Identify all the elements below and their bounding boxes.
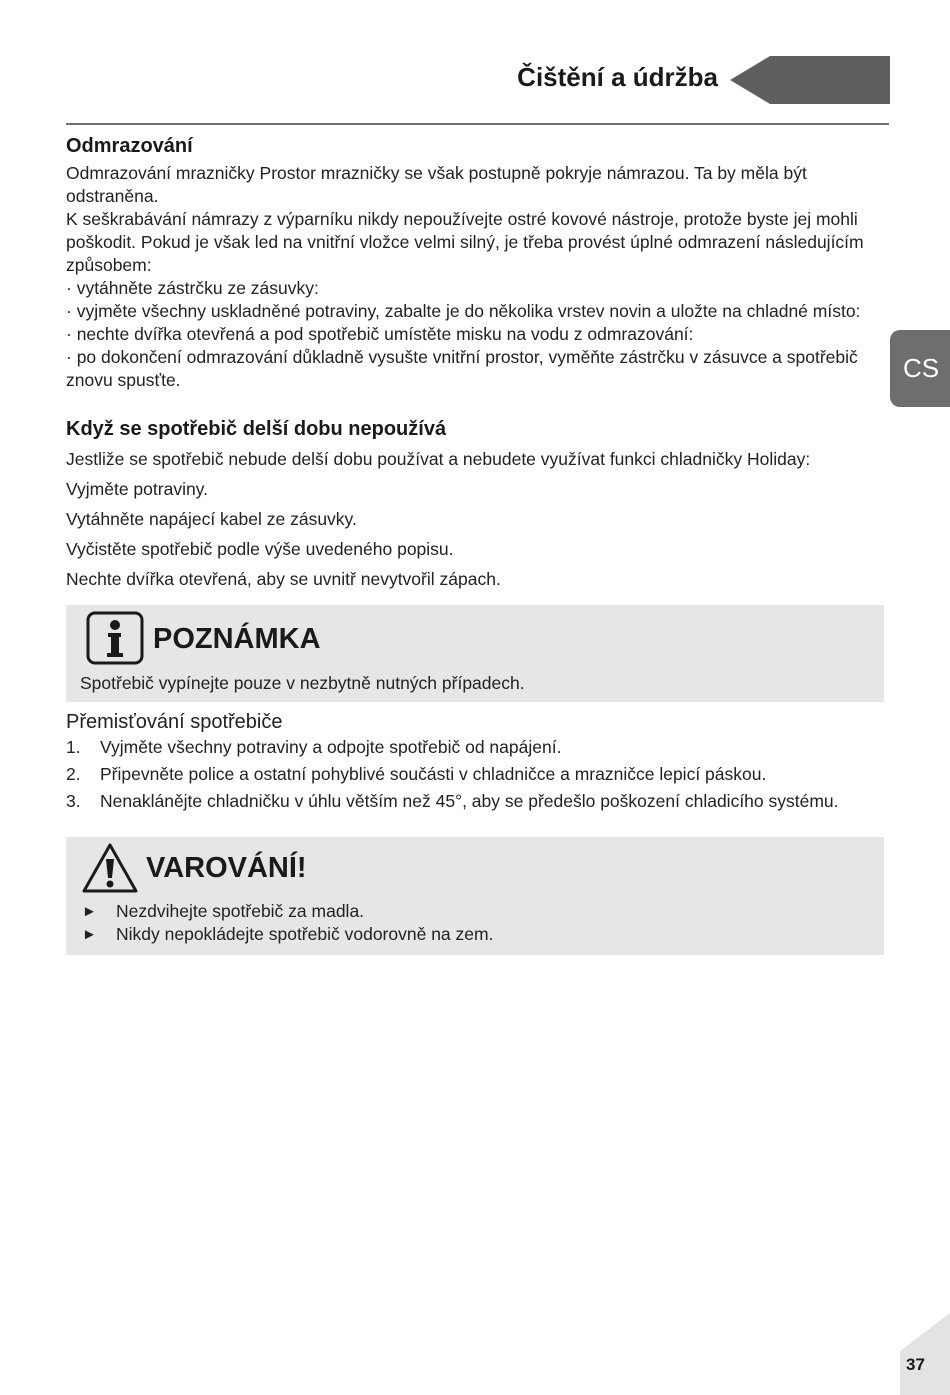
step-number: 3. bbox=[66, 791, 81, 811]
list-item bbox=[82, 900, 493, 923]
note-text: Spotřebič vypínejte pouze v nezbytně nutných případech. bbox=[80, 673, 525, 693]
defrost-item: · po dokončení odmrazování důkladně vysušte vnitřní prostor, vyměňte zástrčku v zásuvce a spotřebič znovu spusťte. bbox=[66, 347, 858, 390]
header-title: Čištění a údržba bbox=[517, 62, 718, 92]
unused-line: Nechte dvířka otevřená, aby se uvnitř nevytvořil zápach. bbox=[66, 569, 501, 589]
list-item bbox=[66, 736, 884, 759]
step-number: 2. bbox=[66, 764, 81, 784]
step-text: Vyjměte všechny potraviny a odpojte spotřebič od napájení. bbox=[100, 737, 562, 757]
warning-item-text: Nikdy nepokládejte spotřebič vodorovně na zem. bbox=[116, 924, 494, 944]
step-text: Připevněte police a ostatní pohyblivé součásti v chladničce a mrazničce lepicí páskou. bbox=[100, 764, 767, 784]
list-item bbox=[82, 923, 493, 946]
defrost-paragraph-2: K seškrabávání námrazy z výparníku nikdy nepoužívejte ostré kovové nástroje, protože byste jej mohli poškodit. Pokud je však led na vnitřní vložce velmi silný, je třeba provést úplné odmrazení následujícím způsobem: bbox=[66, 209, 864, 275]
language-tab: CS bbox=[890, 330, 950, 407]
defrost-paragraph-1: Odmrazování mrazničky Prostor mrazničky se však postupně pokryje námrazou. Ta by měla být odstraněna. bbox=[66, 163, 807, 206]
unused-section bbox=[66, 416, 884, 594]
unused-heading: Když se spotřebič delší dobu nepoužívá bbox=[66, 418, 447, 440]
note-title: POZNÁMKA bbox=[153, 623, 321, 655]
unused-line: Vyjměte potraviny. bbox=[66, 479, 208, 499]
defrost-section bbox=[66, 133, 884, 392]
page-number: 37 bbox=[906, 1355, 925, 1374]
note-box bbox=[66, 605, 884, 702]
defrost-heading: Odmrazování bbox=[66, 135, 193, 157]
moving-heading: Přemisťování spotřebiče bbox=[66, 711, 283, 733]
list-item bbox=[66, 790, 884, 813]
warning-triangle-icon bbox=[81, 842, 139, 894]
bullet-arrow-icon: ► bbox=[82, 903, 97, 920]
warning-list bbox=[82, 900, 493, 946]
defrost-item: · vyjměte všechny uskladněné potraviny, zabalte je do několika vrstev novin a uložte na chladné místo: bbox=[66, 301, 861, 321]
warning-box bbox=[66, 837, 884, 955]
header-divider bbox=[66, 123, 889, 125]
moving-steps bbox=[66, 736, 884, 813]
page-content bbox=[66, 133, 884, 955]
bullet-arrow-icon: ► bbox=[82, 926, 97, 943]
page-corner-shape bbox=[900, 1313, 950, 1395]
step-number: 1. bbox=[66, 737, 81, 757]
defrost-item: · vytáhněte zástrčku ze zásuvky: bbox=[66, 278, 319, 298]
unused-line: Vyčistěte spotřebič podle výše uvedeného popisu. bbox=[66, 539, 454, 559]
header-arrow-shape bbox=[730, 56, 890, 104]
defrost-item: · nechte dvířka otevřená a pod spotřebič umístěte misku na vodu z odmrazování: bbox=[66, 324, 694, 344]
unused-line: Jestliže se spotřebič nebude delší dobu používat a nebudete využívat funkci chladničky Holiday: bbox=[66, 449, 811, 469]
warning-item-text: Nezdvihejte spotřebič za madla. bbox=[116, 901, 365, 921]
step-text: Nenaklánějte chladničku v úhlu větším než 45°, aby se předešlo poškození chladicího systému. bbox=[100, 791, 839, 811]
warning-title: VAROVÁNÍ! bbox=[146, 852, 307, 884]
info-icon bbox=[86, 611, 144, 665]
unused-line: Vytáhněte napájecí kabel ze zásuvky. bbox=[66, 509, 357, 529]
list-item bbox=[66, 763, 884, 786]
